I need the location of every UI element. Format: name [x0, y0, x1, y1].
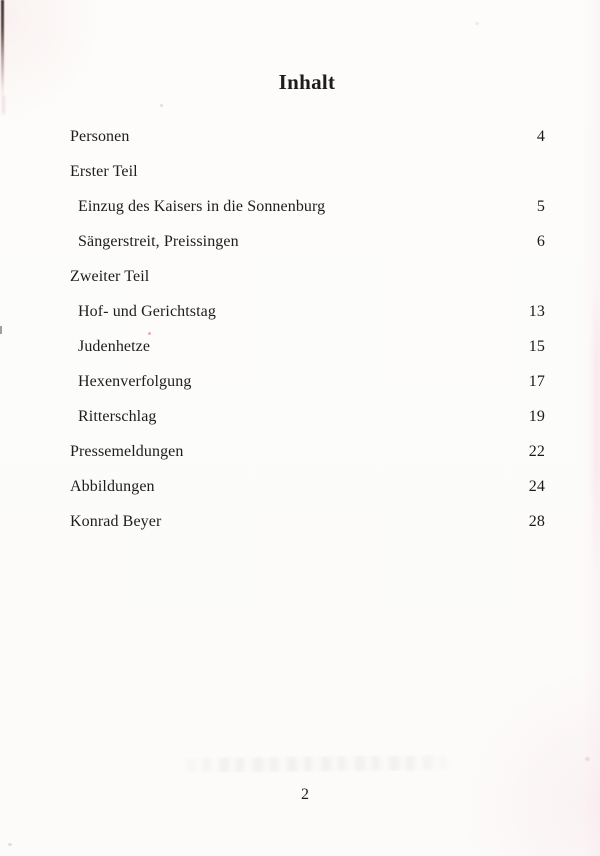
table-of-contents — [70, 128, 545, 548]
toc-entry-label: Zweiter Teil — [70, 268, 150, 285]
toc-row — [70, 268, 545, 303]
toc-entry-label: Sängerstreit, Preissingen — [78, 233, 239, 250]
toc-entry-page-number: 28 — [528, 513, 545, 530]
page-footer-number: 2 — [301, 786, 309, 803]
toc-entry-label: Hof- und Gerichtstag — [78, 303, 216, 320]
toc-entry-page-number: 13 — [528, 303, 545, 320]
scan-edge-artifact — [1, 0, 4, 100]
toc-entry-page-number: 5 — [536, 198, 545, 215]
toc-entry-label: Personen — [70, 128, 130, 145]
scan-speck — [475, 22, 479, 25]
toc-row — [70, 303, 545, 338]
toc-entry-label: Ritterschlag — [78, 408, 157, 425]
toc-row — [70, 128, 545, 163]
scan-speck — [160, 104, 163, 107]
toc-entry-page-number: 19 — [528, 408, 545, 425]
toc-row — [70, 443, 545, 478]
bleed-through-artifact — [168, 754, 460, 773]
scan-speck — [585, 757, 590, 761]
toc-row — [70, 198, 545, 233]
toc-row — [70, 408, 545, 443]
scan-right-streak — [593, 280, 600, 580]
scan-speck — [8, 843, 12, 846]
toc-entry-label: Hexenverfolgung — [78, 373, 192, 390]
toc-entry-label: Einzug des Kaisers in die Sonnenburg — [78, 198, 326, 215]
toc-row — [70, 513, 545, 548]
toc-entry-page-number: 24 — [528, 478, 545, 495]
toc-entry-page-number: 4 — [536, 128, 545, 145]
toc-entry-label: Erster Teil — [70, 163, 138, 180]
page-title: Inhalt — [278, 70, 336, 94]
toc-entry-page-number: 6 — [536, 233, 545, 250]
toc-entry-page-number: 22 — [528, 443, 545, 460]
toc-row — [70, 233, 545, 268]
scan-edge-tick — [0, 326, 2, 334]
toc-entry-label: Judenhetze — [78, 338, 151, 355]
scan-edge-artifact-tail — [2, 96, 5, 114]
toc-row — [70, 163, 545, 198]
toc-entry-page-number: 17 — [528, 373, 545, 390]
toc-row — [70, 338, 545, 373]
toc-entry-label: Konrad Beyer — [70, 513, 162, 530]
toc-entry-page-number: 15 — [528, 338, 545, 355]
toc-row — [70, 373, 545, 408]
toc-row — [70, 478, 545, 513]
toc-entry-label: Abbildungen — [70, 478, 155, 495]
toc-entry-label: Pressemeldungen — [70, 443, 184, 460]
